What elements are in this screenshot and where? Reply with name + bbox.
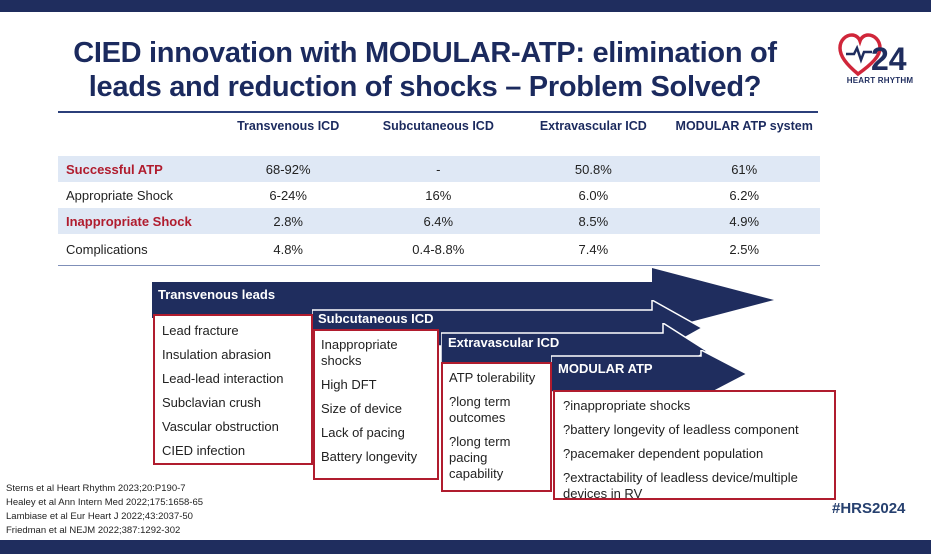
list-item: ?long term <box>449 394 511 409</box>
list-item: ?battery longevity of leadless component <box>563 422 799 437</box>
box-transvenous-issues <box>153 314 313 465</box>
table-cell: 61% <box>668 156 820 182</box>
list-item: Lead fracture <box>162 323 239 338</box>
box-subcutaneous-issues <box>313 329 439 480</box>
table-cell: 6-24% <box>269 187 307 203</box>
list-item: Lead-lead interaction <box>162 371 284 386</box>
arrow-label-transvenous: Transvenous leads <box>158 287 276 302</box>
box-extravascular-issues <box>441 362 552 492</box>
table-cell: 68-92% <box>218 156 358 182</box>
list-item: Size of device <box>321 401 402 416</box>
arrow-label-subcutaneous: Subcutaneous ICD <box>318 311 434 326</box>
row-label: Appropriate Shock <box>66 187 173 203</box>
table-row <box>58 234 820 266</box>
table-cell: 6.4% <box>358 208 518 234</box>
list-item: Subclavian crush <box>162 395 261 410</box>
table-row <box>58 156 820 182</box>
table-row <box>58 208 820 234</box>
table-cell: 4.9% <box>668 208 820 234</box>
table-header-cell: Transvenous ICD <box>237 119 340 133</box>
list-item: ?extractability of leadless device/multiple <box>563 470 798 485</box>
table-cell: 6.2% <box>729 187 760 203</box>
row-label: Inappropriate Shock <box>58 208 218 234</box>
list-item: Battery longevity <box>321 449 418 464</box>
list-item: capability <box>449 466 504 481</box>
table-cell: 0.4-8.8% <box>358 234 518 266</box>
list-item: Vascular obstruction <box>162 419 279 434</box>
table-cell: 6.0% <box>578 187 609 203</box>
list-item: ?inappropriate shocks <box>563 398 691 413</box>
list-item: Inappropriate <box>321 337 398 352</box>
table-cell: 2.5% <box>668 234 820 266</box>
hashtag: #HRS2024 <box>832 500 906 517</box>
list-item: shocks <box>321 353 362 368</box>
list-item: CIED infection <box>162 443 246 458</box>
top-bar <box>0 0 931 12</box>
heart-rhythm-logo <box>838 30 922 80</box>
logo-text: HEART RHYTHM <box>846 76 914 85</box>
table-cell: 50.8% <box>518 156 668 182</box>
list-item: outcomes <box>449 410 506 425</box>
list-item: High DFT <box>321 377 377 392</box>
box-modular-issues <box>553 390 836 500</box>
table-row <box>58 182 820 208</box>
list-item: pacing <box>449 450 488 465</box>
row-label: Successful ATP <box>58 156 218 182</box>
table-header-cell: Extravascular ICD <box>539 119 647 133</box>
list-item: devices in RV <box>563 486 643 501</box>
reference-item: Sterns et al Heart Rhythm 2023;20:P190-7 <box>6 483 186 494</box>
table-header-cell: Subcutaneous ICD <box>382 119 494 133</box>
table-cell: 16% <box>425 187 452 203</box>
table-cell: 4.8% <box>218 234 358 266</box>
comparison-table <box>58 117 820 266</box>
reference-item: Friedman et al NEJM 2022;387:1292-302 <box>6 525 181 536</box>
arrow-label-extravascular: Extravascular ICD <box>448 335 560 350</box>
slide-title <box>20 36 830 104</box>
table-header-cell <box>58 117 218 156</box>
table-header-row <box>58 117 820 156</box>
title-rule <box>58 111 818 113</box>
list-item: Insulation abrasion <box>162 347 272 362</box>
title-line-1: CIED innovation with MODULAR-ATP: elimination of <box>73 37 777 69</box>
table-cell: 8.5% <box>518 208 668 234</box>
table-cell: 7.4% <box>518 234 668 266</box>
bottom-bar <box>0 540 931 554</box>
references <box>0 478 254 540</box>
list-item: ?long term <box>449 434 511 449</box>
title-line-2: leads and reduction of shocks – Problem Solved? <box>88 71 762 103</box>
table-cell: 2.8% <box>218 208 358 234</box>
table-header-cell: MODULAR ATP system <box>675 119 813 133</box>
reference-item: Healey et al Ann Intern Med 2022;175:1658-65 <box>6 497 204 508</box>
row-label: Complications <box>58 234 218 266</box>
arrow-label-modular: MODULAR ATP <box>558 361 653 376</box>
table-cell: - <box>358 156 518 182</box>
logo-number: 24 <box>871 41 907 77</box>
list-item: ?pacemaker dependent population <box>563 446 764 461</box>
list-item: ATP tolerability <box>449 370 536 385</box>
reference-item: Lambiase et al Eur Heart J 2022;43:2037-50 <box>6 511 193 522</box>
list-item: Lack of pacing <box>321 425 405 440</box>
